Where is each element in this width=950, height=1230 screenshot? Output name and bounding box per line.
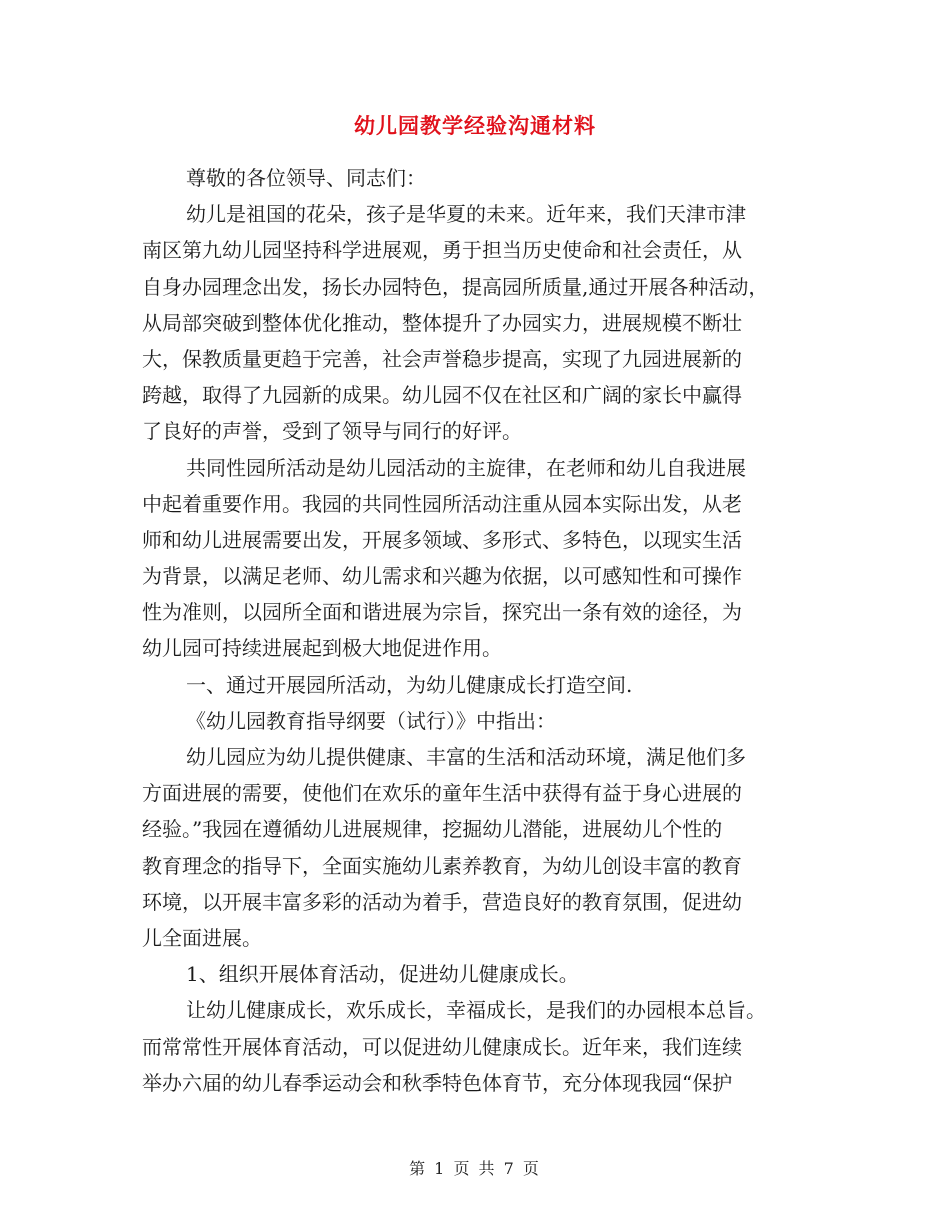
- text-line: 让幼儿健康成长，欢乐成长，幸福成长，是我们的办园根本总旨。: [186, 998, 766, 1023]
- text-line: 一、通过开展园所活动，为幼儿健康成长打造空间.: [186, 672, 633, 697]
- text-line: 南区第九幼儿园坚持科学进展观，勇于担当历史使命和社会责任，从: [142, 238, 742, 263]
- page-footer: 第 1 页 共 7 页: [409, 1159, 541, 1178]
- text-line: 幼儿园可持续进展起到极大地促进作用。: [142, 636, 502, 661]
- text-line: 为背景，以满足老师、幼儿需求和兴趣为依据，以可感知性和可操作: [142, 564, 742, 589]
- text-line: 《幼儿园教育指导纲要（试行）》中指出：: [186, 708, 556, 733]
- text-line: 举办六届的幼儿春季运动会和秋季特色体育节，充分体现我园“保护: [142, 1070, 733, 1095]
- text-line: 1、组织开展体育活动，促进幼儿健康成长。: [186, 962, 579, 987]
- text-line: 从局部突破到整体优化推动，整体提升了办园实力，进展规模不断壮: [142, 310, 742, 335]
- text-line: 共同性园所活动是幼儿园活动的主旋律，在老师和幼儿自我进展: [186, 455, 746, 480]
- text-line: 自身办园理念出发，扬长办园特色，提高园所质量,通过开展各种活动，: [142, 274, 769, 299]
- text-line: 中起着重要作用。我园的共同性园所活动注重从园本实际出发，从老: [142, 491, 742, 516]
- text-line: 跨越，取得了九园新的成果。幼儿园不仅在社区和广阔的家长中赢得: [142, 383, 742, 408]
- document-title: 幼儿园教学经验沟通材料: [354, 114, 596, 138]
- text-line: 教育理念的指导下，全面实施幼儿素养教育，为幼儿创设丰富的教育: [142, 853, 742, 878]
- text-line: 大，保教质量更趋于完善，社会声誉稳步提高，实现了九园进展新的: [142, 346, 742, 371]
- text-line: 而常常性开展体育活动，可以促进幼儿健康成长。近年来，我们连续: [142, 1034, 742, 1059]
- text-line: 性为准则，以园所全面和谐进展为宗旨，探究出一条有效的途径，为: [142, 600, 742, 625]
- text-line: 了良好的声誉，受到了领导与同行的好评。: [142, 419, 522, 444]
- text-line: 尊敬的各位领导、同志们：: [186, 166, 426, 190]
- text-line: 环境，以开展丰富多彩的活动为着手，营造良好的教育氛围，促进幼: [142, 889, 742, 914]
- text-line: 师和幼儿进展需要出发，开展多领域、多形式、多特色，以现实生活: [142, 527, 742, 552]
- text-line: 方面进展的需要，使他们在欢乐的童年生活中获得有益于身心进展的: [142, 781, 742, 806]
- text-line: 幼儿是祖国的花朵，孩子是华夏的未来。近年来，我们天津市津: [186, 202, 746, 227]
- text-line: 经验。”我园在遵循幼儿进展规律，挖掘幼儿潜能，进展幼儿个性的: [142, 817, 723, 842]
- text-line: 幼儿园应为幼儿提供健康、丰富的生活和活动环境，满足他们多: [186, 745, 746, 769]
- document-body: [142, 160, 822, 1101]
- text-line: 儿全面进展。: [142, 925, 262, 950]
